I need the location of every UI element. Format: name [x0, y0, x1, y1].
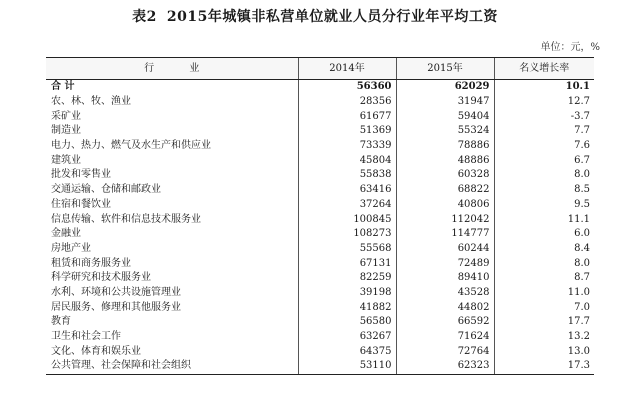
table-row [46, 168, 594, 183]
growth-rate-cell: 7.7 [494, 124, 594, 139]
wage-2014-cell: 28356 [298, 95, 396, 110]
wage-2014-cell: 39198 [298, 286, 396, 301]
industry-cell: 教育 [51, 316, 71, 328]
industry-cell: 交通运输、仓储和邮政业 [51, 184, 161, 196]
wage-2014-cell: 73339 [298, 139, 396, 154]
industry-cell: 住宿和餐饮业 [51, 198, 111, 210]
table-title-text: 2015年城镇非私营单位就业人员分行业年平均工资 [166, 9, 498, 25]
table-row [46, 315, 594, 330]
wage-2014-cell: 100845 [298, 212, 396, 227]
wage-2015-cell: 62029 [396, 80, 494, 95]
table-row [46, 183, 594, 198]
wage-2014-cell: 56580 [298, 315, 396, 330]
table-row [46, 227, 594, 242]
growth-rate-cell: 6.0 [494, 227, 594, 242]
industry-cell: 居民服务、修理和其他服务业 [51, 301, 181, 313]
wage-2015-cell: 68822 [396, 183, 494, 198]
table-row [46, 198, 594, 213]
growth-rate-cell: 13.2 [494, 330, 594, 345]
wage-2015-cell: 71624 [396, 330, 494, 345]
header-2015: 2015年 [396, 58, 494, 80]
wage-2015-cell: 112042 [396, 212, 494, 227]
table-title [0, 6, 630, 26]
wage-2015-cell: 72489 [396, 256, 494, 271]
growth-rate-cell: 10.1 [494, 80, 594, 95]
industry-cell: 水利、环境和公共设施管理业 [51, 286, 181, 298]
growth-rate-cell: 9.5 [494, 198, 594, 213]
industry-cell: 制造业 [51, 125, 81, 137]
growth-rate-cell: 8.0 [494, 168, 594, 183]
growth-rate-cell: -3.7 [494, 109, 594, 124]
industry-cell: 金融业 [51, 228, 81, 240]
wage-2015-cell: 78886 [396, 139, 494, 154]
wage-2015-cell: 59404 [396, 109, 494, 124]
industry-cell: 科学研究和技术服务业 [51, 272, 151, 284]
header-industry: 行 业 [46, 58, 298, 80]
wage-2014-cell: 37264 [298, 198, 396, 213]
wage-2015-cell: 31947 [396, 95, 494, 110]
industry-cell: 建筑业 [51, 154, 81, 166]
wage-2015-cell: 66592 [396, 315, 494, 330]
unit-note: 单位：元，% [540, 42, 600, 53]
wage-2014-cell: 55568 [298, 242, 396, 257]
wage-2014-cell: 61677 [298, 109, 396, 124]
industry-cell: 租赁和商务服务业 [51, 257, 131, 269]
table-row [46, 124, 594, 139]
table-row [46, 330, 594, 345]
wage-2014-cell: 41882 [298, 300, 396, 315]
wage-2015-cell: 40806 [396, 198, 494, 213]
wage-2014-cell: 108273 [298, 227, 396, 242]
industry-cell: 采矿业 [51, 110, 81, 122]
growth-rate-cell: 17.3 [494, 359, 594, 374]
growth-rate-cell: 6.7 [494, 153, 594, 168]
wage-2014-cell: 64375 [298, 344, 396, 359]
industry-cell: 电力、热力、燃气及水生产和供应业 [51, 140, 211, 152]
table-row [46, 95, 594, 110]
wage-2015-cell: 60328 [396, 168, 494, 183]
growth-rate-cell: 13.0 [494, 344, 594, 359]
header-row [46, 58, 594, 80]
growth-rate-cell: 8.0 [494, 256, 594, 271]
wage-2015-cell: 72764 [396, 344, 494, 359]
industry-cell: 房地产业 [51, 242, 91, 254]
growth-rate-cell: 11.1 [494, 212, 594, 227]
industry-cell: 文化、体育和娱乐业 [51, 345, 141, 357]
growth-rate-cell: 11.0 [494, 286, 594, 301]
table-row [46, 153, 594, 168]
wage-2015-cell: 89410 [396, 271, 494, 286]
table-row [46, 286, 594, 301]
wage-2014-cell: 63416 [298, 183, 396, 198]
wage-2014-cell: 56360 [298, 80, 396, 95]
wage-2014-cell: 45804 [298, 153, 396, 168]
table-row [46, 256, 594, 271]
growth-rate-cell: 17.7 [494, 315, 594, 330]
wage-2014-cell: 55838 [298, 168, 396, 183]
table-row [46, 139, 594, 154]
header-growth: 名义增长率 [494, 58, 594, 80]
industry-cell: 公共管理、社会保障和社会组织 [46, 359, 298, 374]
wage-2014-cell: 51369 [298, 124, 396, 139]
total-row [46, 80, 594, 95]
wage-2014-cell: 67131 [298, 256, 396, 271]
wage-2015-cell: 114777 [396, 227, 494, 242]
wage-2014-cell: 63267 [298, 330, 396, 345]
table-row [46, 271, 594, 286]
industry-cell: 农、林、牧、渔业 [51, 96, 131, 108]
growth-rate-cell: 7.0 [494, 300, 594, 315]
table-row [46, 300, 594, 315]
wage-2015-cell: 60244 [396, 242, 494, 257]
industry-cell: 信息传输、软件和信息技术服务业 [51, 213, 201, 225]
wage-2015-cell: 62323 [396, 359, 494, 374]
table-row [46, 344, 594, 359]
industry-cell: 卫生和社会工作 [51, 331, 121, 343]
table-number: 表2 [132, 9, 157, 25]
industry-cell: 合 计 [51, 81, 75, 93]
table-row [46, 359, 594, 374]
wage-2014-cell: 53110 [298, 359, 396, 374]
growth-rate-cell: 8.7 [494, 271, 594, 286]
table-row [46, 212, 594, 227]
wage-2015-cell: 48886 [396, 153, 494, 168]
growth-rate-cell: 12.7 [494, 95, 594, 110]
wage-2014-cell: 82259 [298, 271, 396, 286]
header-2014: 2014年 [298, 58, 396, 80]
table-body [46, 80, 594, 375]
growth-rate-cell: 8.5 [494, 183, 594, 198]
growth-rate-cell: 8.4 [494, 242, 594, 257]
industry-cell: 批发和零售业 [51, 169, 111, 181]
wage-2015-cell: 44802 [396, 300, 494, 315]
table-row [46, 109, 594, 124]
table-row [46, 242, 594, 257]
wage-table [46, 57, 594, 375]
wage-2015-cell: 55324 [396, 124, 494, 139]
wage-2015-cell: 43528 [396, 286, 494, 301]
growth-rate-cell: 7.6 [494, 139, 594, 154]
